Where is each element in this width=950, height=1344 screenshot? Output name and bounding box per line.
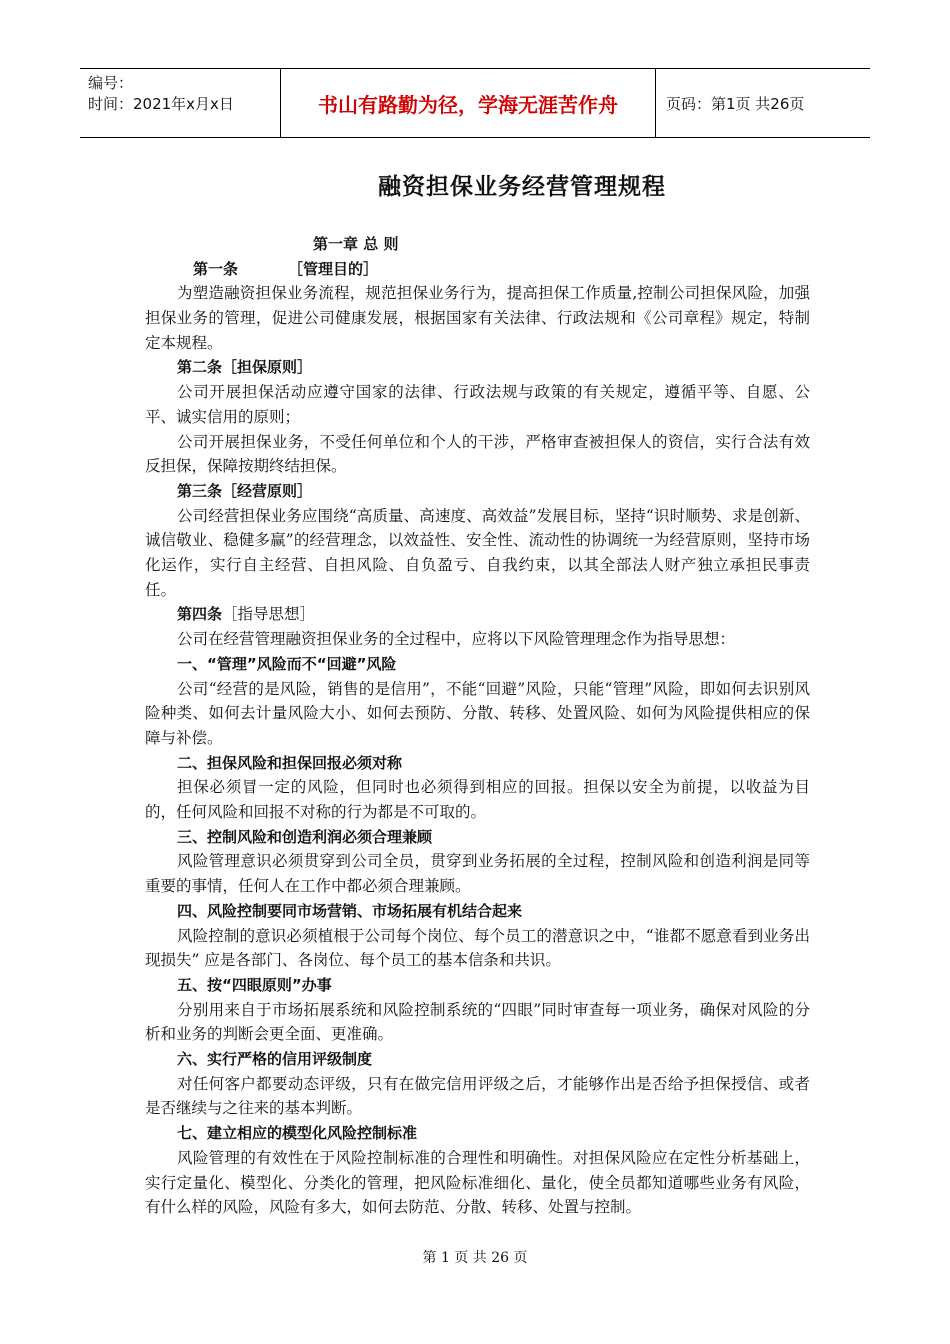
document-title: 融资担保业务经营管理规程: [378, 174, 666, 200]
article-2-paragraph-2: 公司开展担保业务，不受任何单位和个人的干涉，严格审查被担保人的资信，实行合法有效反担保，保障按期终结担保。: [145, 432, 810, 476]
article-1-heading: [145, 257, 810, 282]
principle-heading: 二、担保风险和担保回报必须对称: [177, 753, 403, 772]
header-meta: [80, 69, 280, 137]
header-motto: 书山有路勤为径，学海无涯苦作舟: [280, 69, 656, 137]
article-2-heading: 第二条［担保原则］: [177, 358, 313, 377]
article-4-paragraph: 公司在经营管理融资担保业务的全过程中，应将以下风险管理理念作为指导思想：: [177, 630, 736, 649]
principle-text: 公司“经营的是风险，销售的是信用”，不能“回避”风险，只能“管理”风险，即如何去识别风险种类、如何去计量风险大小、如何去预防、分散、转移、处置风险、如何为风险提供相应的保障与补偿。: [145, 679, 810, 747]
principle-heading: 七、建立相应的模型化风险控制标准: [177, 1124, 418, 1143]
time-label: 时间：2021年x月x日: [88, 95, 234, 113]
article-1-topic: ［管理目的］: [288, 259, 379, 278]
principle-text: 风险管理意识必须贯穿到公司全员，贯穿到业务拓展的全过程，控制风险和创造利润是同等重要的事情，任何人在工作中都必须合理兼顾。: [145, 852, 810, 896]
principle-text: 风险控制的意识必须植根于公司每个岗位、每个员工的潜意识之中，“谁都不愿意看到业务出现损失” 应是各部门、各岗位、每个员工的基本信条和共识。: [145, 926, 810, 970]
page-footer: 第 1 页 共 26 页: [422, 1250, 528, 1266]
principle-text: 分别用来自于市场拓展系统和风险控制系统的“四眼”同时审查每一项业务，确保对风险的分析和业务的判断会更全面、更准确。: [145, 1000, 810, 1044]
principle-heading: 六、实行严格的信用评级制度: [177, 1050, 373, 1069]
principle-heading: 一、“管理”风险而不“回避”风险: [177, 654, 397, 673]
document-header: [80, 68, 870, 138]
article-4-topic: ［指导思想］: [222, 605, 316, 624]
principle-text: 风险管理的有效性在于风险控制标准的合理性和明确性。对担保风险应在定性分析基础上，实行定量化、模型化、分类化的管理，把风险标准细化、量化，使全员都知道哪些业务有风险，有什么样的风险，风险有多大，如何去防范、分散、转移、处置与控制。: [145, 1148, 810, 1217]
principle-text: 对任何客户都要动态评级，只有在做完信用评级之后，才能够作出是否给予担保授信、或者是否继续与之往来的基本判断。: [145, 1074, 810, 1118]
article-3-paragraph: 公司经营担保业务应围绕“高质量、高速度、高效益”发展目标，坚持“识时顺势、求是创新、诚信敬业、稳健多赢”的经营理念，以效益性、安全性、流动性的协调统一为经营原则，坚持市场化运作，实行自主经营、自担风险、自负盈亏、自我约束，以其全部法人财产独立承担民事责任。: [145, 506, 810, 599]
principle-heading: 五、按“四眼原则”办事: [177, 975, 332, 994]
header-page-info: 页码：第1页 共26页: [666, 94, 805, 113]
principle-heading: 四、风险控制要同市场营销、市场拓展有机结合起来: [177, 901, 523, 920]
article-4-heading: [145, 602, 810, 627]
article-2-paragraph-1: 公司开展担保活动应遵守国家的法律、行政法规与政策的有关规定，遵循平等、自愿、公平、诚实信用的原则；: [145, 383, 810, 426]
article-1-label: 第一条: [193, 259, 239, 278]
principle-text: 担保必须冒一定的风险，但同时也必须得到相应的回报。担保以安全为前提，以收益为目的，任何风险和回报不对称的行为都是不可取的。: [145, 778, 810, 822]
chapter-heading: 第一章 总 则: [313, 235, 399, 253]
article-3-heading: 第三条［经营原则］: [177, 481, 313, 500]
number-label: 编号：: [88, 74, 134, 92]
article-1-paragraph: 为塑造融资担保业务流程，规范担保业务行为，提高担保工作质量,控制公司担保风险，加强担保业务的管理，促进公司健康发展，根据国家有关法律、行政法规和《公司章程》规定，特制定本规程。: [145, 284, 810, 352]
article-4-label: 第四条: [177, 605, 223, 624]
document-body: [145, 232, 810, 1220]
principle-heading: 三、控制风险和创造利润必须合理兼顾: [177, 827, 433, 846]
